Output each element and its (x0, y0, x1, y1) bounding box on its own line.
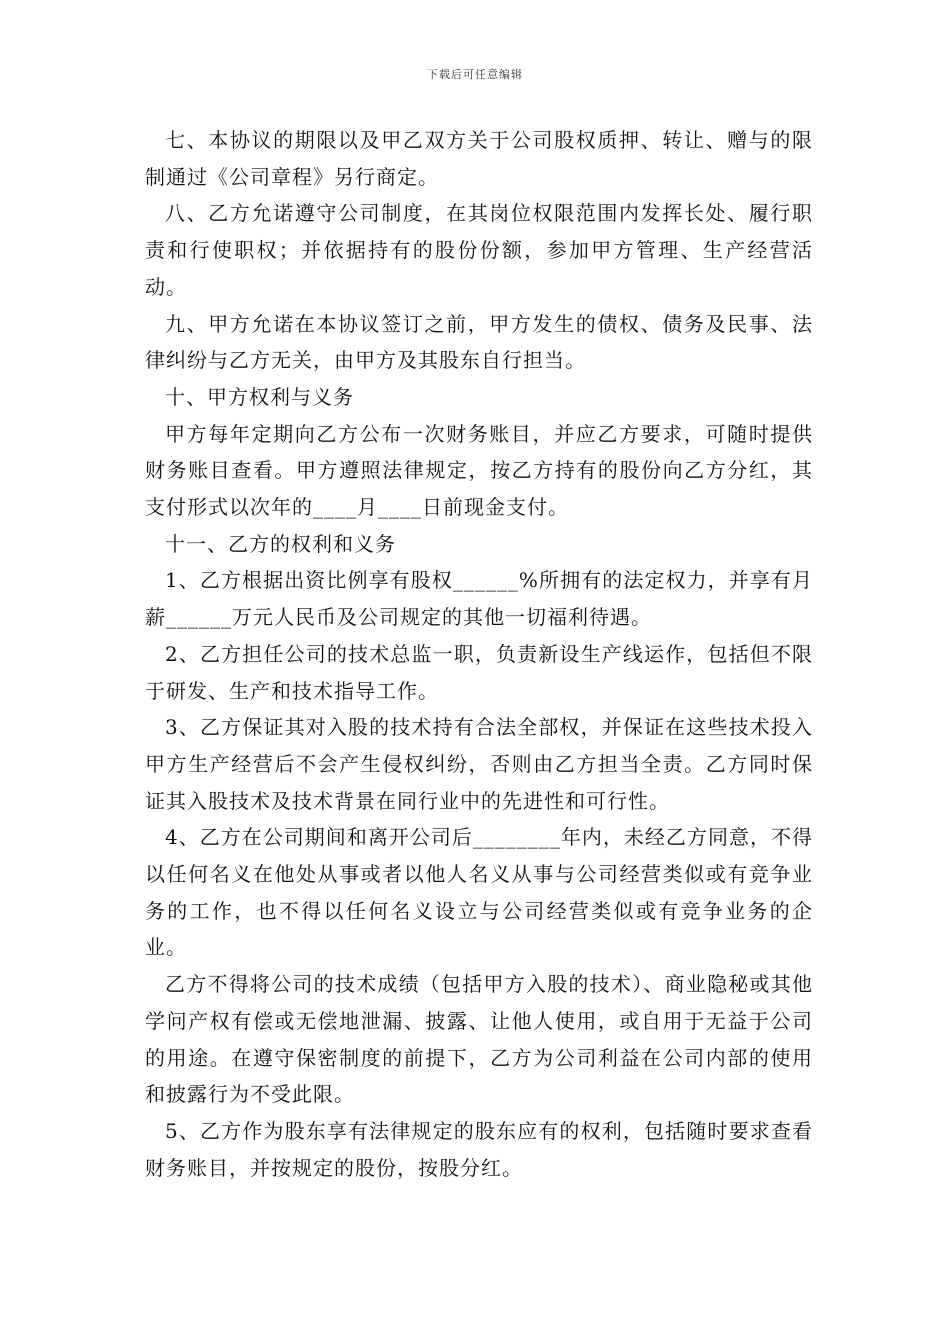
clause-7: 七、本协议的期限以及甲乙双方关于公司股权质押、转让、赠与的限制通过《公司章程》另行商定。 (145, 128, 813, 189)
clause-11-item-5: 5、乙方作为股东享有法律规定的股东应有的权利，包括随时要求查看财务账目，并按规定的股份，按股分红。 (145, 1118, 813, 1180)
clause-8: 八、乙方允诺遵守公司制度，在其岗位权限范围内发挥长处、履行职责和行使职权；并依据持有的股份份额，参加甲方管理、生产经营活动。 (145, 201, 813, 299)
clause-9: 九、甲方允诺在本协议签订之前，甲方发生的债权、债务及民事、法律纠纷与乙方无关，由甲方及其股东自行担当。 (145, 311, 813, 373)
clause-11-heading: 十一、乙方的权利和义务 (165, 531, 396, 556)
document-body (145, 122, 813, 1186)
clause-10-heading: 十、甲方权利与义务 (165, 384, 354, 409)
clause-11-item-1: 1、乙方根据出资比例享有股权______%所拥有的法定权力，并享有月薪______万元人民币及公司规定的其他一切福利待遇。 (145, 568, 813, 630)
clause-11-item-4: 4、乙方在公司期间和离开公司后________年内，未经乙方同意，不得以任何名义在他处从事或者以他人名义从事与公司经营类似或有竞争业务的工作，也不得以任何名义设立与公司经营类似或有竞争业务的企业。 (145, 825, 813, 960)
clause-11-confidentiality: 乙方不得将公司的技术成绩（包括甲方入股的技术）、商业隐秘或其他学问产权有偿或无偿地泄漏、披露、让他人使用，或自用于无益于公司的用途。在遵守保密制度的前提下，乙方为公司利益在公司内部的使用和披露行为不受此限。 (145, 972, 813, 1107)
clause-11-item-2: 2、乙方担任公司的技术总监一职，负责新设生产线运作，包括但不限于研发、生产和技术指导工作。 (145, 641, 813, 703)
clause-10-body: 甲方每年定期向乙方公布一次财务账目，并应乙方要求，可随时提供财务账目查看。甲方遵照法律规定，按乙方持有的股份向乙方分红，其支付形式以次年的____月____日前现金支付。 (145, 421, 813, 520)
page-header: 下载后可任意编辑 (427, 68, 523, 81)
clause-11-item-3: 3、乙方保证其对入股的技术持有合法全部权，并保证在这些技术投入甲方生产经营后不会产生侵权纠纷，否则由乙方担当全责。乙方同时保证其入股技术及技术背景在同行业中的先进性和可行性。 (145, 715, 813, 813)
